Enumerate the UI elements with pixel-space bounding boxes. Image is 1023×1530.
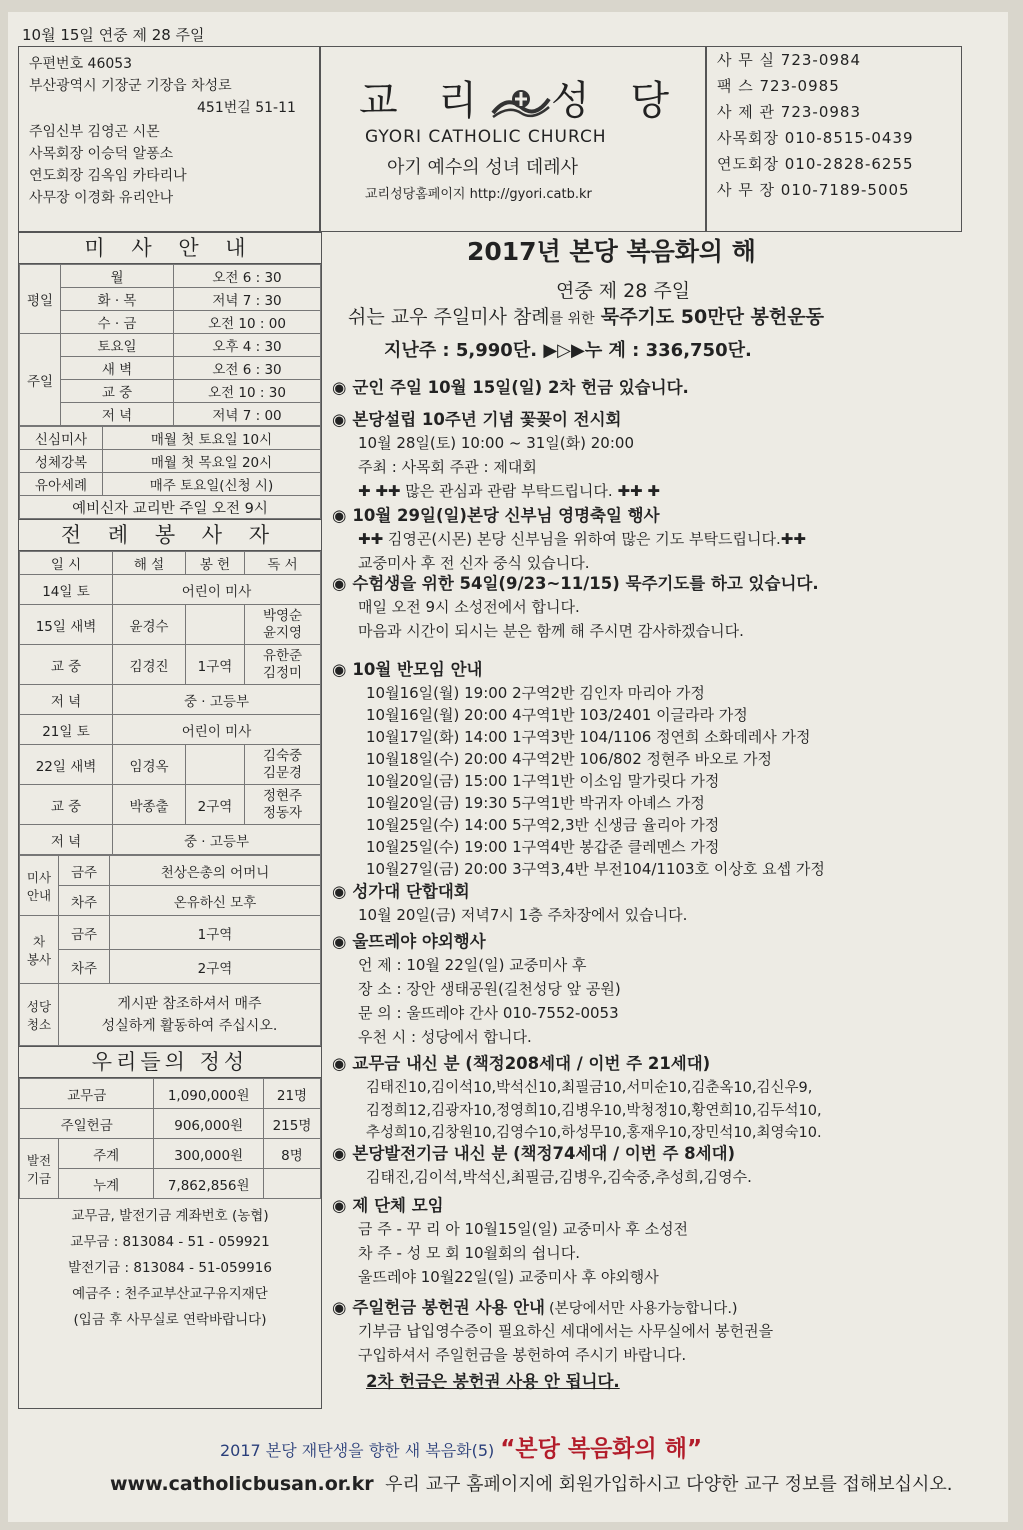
table-cell: 온유하신 모후 [110,886,321,916]
notice-item-title [332,656,483,680]
notice-item-title [332,1192,444,1216]
table-row [20,450,321,473]
table-cell: 교무금 [20,1079,154,1109]
contact-office-manager: 사 무 장 010-7189-5005 [717,181,910,199]
table-cell: 금주 [59,856,110,886]
bullet-icon: ◉ [332,574,347,593]
table-row [20,311,321,334]
account-holder: 예금주 : 천주교부산교구유지재단 [72,1286,268,1302]
table-cell: 누계 [59,1169,154,1199]
footer-website [110,1470,953,1496]
sunday-label: 주일 [20,334,61,426]
address-line-1: 부산광역시 기장군 기장읍 차성로 [29,78,232,94]
table-cell: 중 · 고등부 [113,685,321,715]
table-row [20,473,321,496]
table-cell: 저녁 7 : 30 [174,288,321,311]
sunday-name: 연중 제 28 주일 [556,280,691,302]
table-row [20,1169,321,1199]
rosary-campaign [348,302,824,329]
year-theme-title: 2017년 본당 복음화의 해 [467,237,756,266]
table-cell: 차주 [59,950,110,984]
address-line-2: 451번길 51-11 [197,100,296,116]
rosary-campaign-part3: 묵주기도 50만단 봉헌운동 [600,306,824,328]
notice-title-text: 주일헌금 봉헌권 사용 안내 [352,1298,545,1317]
postal-code: 우편번호 46053 [29,56,133,72]
table-cell [264,1169,321,1199]
table-cell: 성체강복 [20,450,103,473]
table-cell: 교 중 [20,645,113,685]
table-cell: 새 벽 [61,357,174,380]
notice-line: 마음과 시간이 되시는 분은 함께 해 주시면 감사하겠습니다. [358,622,744,640]
table-cell: 2구역 [186,785,245,825]
table-cell: 906,000원 [154,1109,264,1139]
footer-slogan [220,1430,702,1463]
notice-line: 주최 : 사목회 주관 : 제대회 [358,458,537,476]
notice-item-title [332,928,486,952]
notice-line: 10월27일(금) 20:00 3구역3,4반 부전104/1103호 이상호 요셉 가정 [366,860,825,878]
notice-line: 김태진,김이석,박석신,최필금,김병우,김숙중,추성희,김영수. [366,1168,752,1186]
notice-line: 문 의 : 울뜨레야 간사 010-7552-0053 [358,1004,619,1022]
table-row [20,916,321,950]
bullet-icon: ◉ [332,1196,347,1215]
mass-schedule-title: 미 사 안 내 [19,233,321,264]
table-row [20,265,321,288]
notice-title-text: 수험생을 위한 54일(9/23~11/15) 묵주기도를 하고 있습니다. [352,574,819,593]
rosary-campaign-part1: 쉬는 교우 주일미사 참례 [348,306,550,328]
notice-line: 10월25일(수) 19:00 1구역4반 봉갑준 클레멘스 가정 [366,838,720,856]
table-cell: 매주 토요일(신청 시) [103,473,321,496]
notice-line: 10월16일(월) 19:00 2구역2반 김인자 마리아 가정 [366,684,705,702]
mass-schedule-table [19,264,321,426]
table-cell: 2구역 [110,950,321,984]
table-cell: 유한준 김정미 [245,645,321,685]
offering-title: 우리들의 정성 [19,1046,321,1078]
table-header-row [20,552,321,575]
table-cell: 21일 토 [20,715,113,745]
notice-line: 10월 20일(금) 저녁7시 1층 주차장에서 있습니다. [358,906,688,924]
account-dues: 교무금 : 813084 - 51 - 059921 [70,1234,270,1250]
left-column [18,232,322,1409]
table-cell: 저 녁 [20,825,113,855]
bulletin-date: 10월 15일 연중 제 28 주일 [22,26,205,44]
table-cell: 유아세례 [20,473,103,496]
church-website-link[interactable]: 교리성당홈페이지 http://gyori.catb.kr [365,187,592,202]
table-row [20,825,321,855]
table-cell: 정현주 정동자 [245,785,321,825]
table-cell: 어린이 미사 [113,715,321,745]
account-note: (입금 후 사무실로 연락바랍니다) [73,1312,267,1328]
table-row [20,334,321,357]
church-name [359,69,683,126]
table-cell: 오전 6 : 30 [174,265,321,288]
pastoral-council-president: 사목회장 이승덕 알퐁소 [29,146,174,162]
bullet-icon: ◉ [332,378,347,397]
pastor: 주임신부 김영곤 시몬 [29,124,160,140]
bullet-icon: ◉ [332,660,347,679]
bullet-icon: ◉ [332,1054,347,1073]
table-cell: 박영순 윤지영 [245,605,321,645]
notice-line: 금 주 - 꾸 리 아 10월15일(일) 교중미사 후 소성전 [358,1220,689,1238]
header-cell: 독 서 [245,552,321,575]
notice-title-text: 군인 주일 10월 15일(일) 2차 헌금 있습니다. [352,378,689,397]
table-row [20,785,321,825]
table-row [20,575,321,605]
special-mass-table [19,426,321,519]
table-row [20,403,321,426]
account-heading: 교무금, 발전기금 계좌번호 (농협) [71,1208,269,1224]
table-cell: 300,000원 [154,1139,264,1169]
notice-line: 김정희12,김광자10,정영희10,김병우10,박청정10,황연희10,김두석10, [366,1102,822,1119]
table-cell: 김숙중 김문경 [245,745,321,785]
weekday-label: 평일 [20,265,61,334]
notice-item-title [332,374,689,398]
church-emblem-icon [491,87,551,121]
bullet-icon: ◉ [332,1298,347,1317]
church-english-name: GYORI CATHOLIC CHURCH [365,127,607,147]
table-cell: 월 [61,265,174,288]
office-manager: 사무장 이경화 유리안나 [29,190,174,206]
notice-line: ✚ ✚✚ 많은 관심과 관람 부탁드립니다. ✚✚ ✚ [358,482,660,500]
table-row [20,715,321,745]
liturgy-servers-title: 전 례 봉 사 자 [19,519,321,551]
notice-line: 교중미사 후 전 신자 중식 있습니다. [358,554,590,572]
notice-line: 매일 오전 9시 소성전에서 합니다. [358,598,580,616]
cleaning-text: 게시판 참조하셔서 매주 성실하게 활동하여 주십시오. [59,984,321,1046]
table-cell: 21명 [264,1079,321,1109]
notice-title-text: 제 단체 모임 [352,1196,444,1215]
bullet-icon: ◉ [332,932,347,951]
table-cell: 14일 토 [20,575,113,605]
notice-title-text: 본당발전기금 내신 분 (책정74세대 / 이번 주 8세대) [352,1144,736,1163]
notice-emphasis: 2차 헌금은 봉헌권 사용 안 됩니다. [366,1372,620,1391]
contact-rectory: 사 제 관 723-0983 [717,103,861,121]
table-cell: 김경진 [113,645,186,685]
notice-line: 추성희10,김창원10,김영수10,하성무10,홍재우10,장민석10,최영숙10. [366,1125,822,1141]
rosary-count: 지난주 : 5,990단. ▶▷▶누 계 : 336,750단. [384,340,752,361]
footer-website-text: 우리 교구 홈페이지에 회원가입하시고 다양한 교구 정보를 접해보십시오. [385,1474,953,1495]
table-cell: 어린이 미사 [113,575,321,605]
notice-line: 10월17일(화) 14:00 1구역3반 104/1106 정연희 소화데레사 가정 [366,728,811,746]
table-cell: 15일 새벽 [20,605,113,645]
notice-line: 10월 28일(토) 10:00 ~ 31일(화) 20:00 [358,434,634,452]
table-cell: 임경옥 [113,745,186,785]
notice-title-text: 교무금 내신 분 (책정208세대 / 이번 주 21세대) [352,1054,711,1073]
notice-item-title [332,570,819,594]
header-cell: 봉 헌 [186,552,245,575]
bullet-icon: ◉ [332,882,347,901]
table-row [20,984,321,1046]
table-cell: 오전 6 : 30 [174,357,321,380]
table-cell: 7,862,856원 [154,1169,264,1199]
table-row [20,496,321,519]
notice-item-title [332,1294,738,1318]
notice-line: 차 주 - 성 모 회 10월회의 쉽니다. [358,1244,581,1262]
contact-box [706,46,962,232]
prayer-group-president: 연도회장 김옥임 카타리나 [29,168,187,184]
notice-line: 10월16일(월) 20:00 4구역1반 103/2401 이글라라 가정 [366,706,748,724]
table-cell: 215명 [264,1109,321,1139]
table-cell: 오전 10 : 30 [174,380,321,403]
table-row [20,645,321,685]
contact-prayer-president: 연도회장 010-2828-6255 [717,155,914,173]
notice-line: 10월20일(금) 19:30 5구역1반 박귀자 아녜스 가정 [366,794,705,812]
notice-title-text: 본당설립 10주년 기념 꽃꽂이 전시회 [352,410,622,429]
liturgy-servers-table [19,551,321,855]
table-cell: 금주 [59,916,110,950]
table-row [20,357,321,380]
car-service-label: 차 봉사 [20,916,59,984]
table-cell: 1구역 [110,916,321,950]
notice-line: 10월20일(금) 15:00 1구역1반 이소임 말가릿다 가정 [366,772,720,790]
account-info [19,1199,321,1333]
header-cell: 해 설 [113,552,186,575]
table-row [20,745,321,785]
bullet-icon: ◉ [332,1144,347,1163]
table-row [20,886,321,916]
notice-line: 장 소 : 장안 생태공원(길천성당 앞 공원) [358,980,621,998]
account-dev-fund: 발전기금 : 813084 - 51-059916 [68,1260,272,1276]
notice-line: ✚✚ 김영곤(시몬) 본당 신부님을 위하여 많은 기도 부탁드립니다.✚✚ [358,530,806,548]
notice-item-title [332,406,622,430]
notice-line: 김태진10,김이석10,박석신10,최필금10,서미순10,김춘옥10,김신우9, [366,1080,813,1096]
table-cell: 1구역 [186,645,245,685]
table-cell: 저 녁 [61,403,174,426]
table-cell: 윤경수 [113,605,186,645]
bullet-icon: ◉ [332,506,347,525]
table-cell: 교 중 [61,380,174,403]
table-cell: 22일 새벽 [20,745,113,785]
dev-fund-label: 발전 기금 [20,1139,59,1199]
notice-line: 10월18일(수) 20:00 4구역2반 106/802 정현주 바오로 가정 [366,750,772,768]
patron-saint: 아기 예수의 성녀 데레사 [387,157,579,178]
notice-line: 구입하셔서 주일헌금을 봉헌하여 주시기 바랍니다. [358,1346,687,1364]
table-cell: 1,090,000원 [154,1079,264,1109]
table-row [20,427,321,450]
church-name-left: 교 리 [359,78,491,124]
notice-line: 우천 시 : 성당에서 합니다. [358,1028,532,1046]
table-cell: 오전 10 : 00 [174,311,321,334]
notice-line: 울뜨레야 10월22일(일) 교중미사 후 야외행사 [358,1268,659,1286]
notice-item-title [332,878,470,902]
table-cell: 주계 [59,1139,154,1169]
table-row [20,950,321,984]
table-cell: 차주 [59,886,110,916]
bullet-icon: ◉ [332,410,347,429]
notice-title-text: 10월 반모임 안내 [352,660,483,679]
footer-slogan-highlight: “본당 복음화의 해” [500,1436,703,1462]
table-cell: 박종출 [113,785,186,825]
table-row [20,685,321,715]
table-cell: 신심미사 [20,427,103,450]
table-cell [186,745,245,785]
contact-council-president: 사목회장 010-8515-0439 [717,129,914,147]
notice-title-text: 10월 29일(일)본당 신부님 영명축일 행사 [352,506,660,525]
cleaning-label: 성당 청소 [20,984,59,1046]
notice-item-title [332,1140,735,1164]
table-cell: 수 · 금 [61,311,174,334]
table-cell: 매월 첫 목요일 20시 [103,450,321,473]
mass-intention-table [19,855,321,1046]
header-cell: 일 시 [20,552,113,575]
footer-slogan-text: 2017 본당 재탄생을 향한 새 복음화(5) [220,1441,495,1460]
table-cell: 저 녁 [20,685,113,715]
offering-table [19,1078,321,1199]
rosary-campaign-part2: 를 위한 [549,311,595,327]
table-cell: 중 · 고등부 [113,825,321,855]
contact-office: 사 무 실 723-0984 [717,51,861,69]
table-cell: 8명 [264,1139,321,1169]
contact-fax: 팩 스 723-0985 [717,77,840,95]
church-logo-box [320,46,706,232]
table-cell: 오후 4 : 30 [174,334,321,357]
notice-title-text: 울뜨레야 야외행사 [352,932,486,951]
mass-intention-label: 미사 안내 [20,856,59,916]
notice-line: 10월25일(수) 14:00 5구역2,3반 신생금 율리아 가정 [366,816,720,834]
table-cell: 주일헌금 [20,1109,154,1139]
table-cell: 교 중 [20,785,113,825]
notice-title-note: (본당에서만 사용가능합니다.) [548,1301,738,1317]
table-row [20,856,321,886]
table-row [20,1109,321,1139]
catechumen-note: 예비신자 교리반 주일 오전 9시 [20,496,321,519]
table-row [20,288,321,311]
table-row [20,380,321,403]
notice-item-title [332,502,660,526]
table-cell: 화 · 목 [61,288,174,311]
church-name-right: 성 당 [551,78,683,124]
diocese-website-link[interactable]: www.catholicbusan.or.kr [110,1473,374,1495]
table-row [20,1079,321,1109]
notice-line: 기부금 납입영수증이 필요하신 세대에서는 사무실에서 봉헌권을 [358,1322,774,1340]
table-cell: 저녁 7 : 00 [174,403,321,426]
notice-item-title [332,1050,710,1074]
table-row [20,605,321,645]
notice-title-text: 성가대 단합대회 [352,882,470,901]
table-cell: 천상은총의 어머니 [110,856,321,886]
table-row [20,1139,321,1169]
notice-line: 언 제 : 10월 22일(일) 교중미사 후 [358,956,587,974]
table-cell [186,605,245,645]
table-cell: 토요일 [61,334,174,357]
table-cell: 매월 첫 토요일 10시 [103,427,321,450]
parish-info-box [18,46,320,232]
